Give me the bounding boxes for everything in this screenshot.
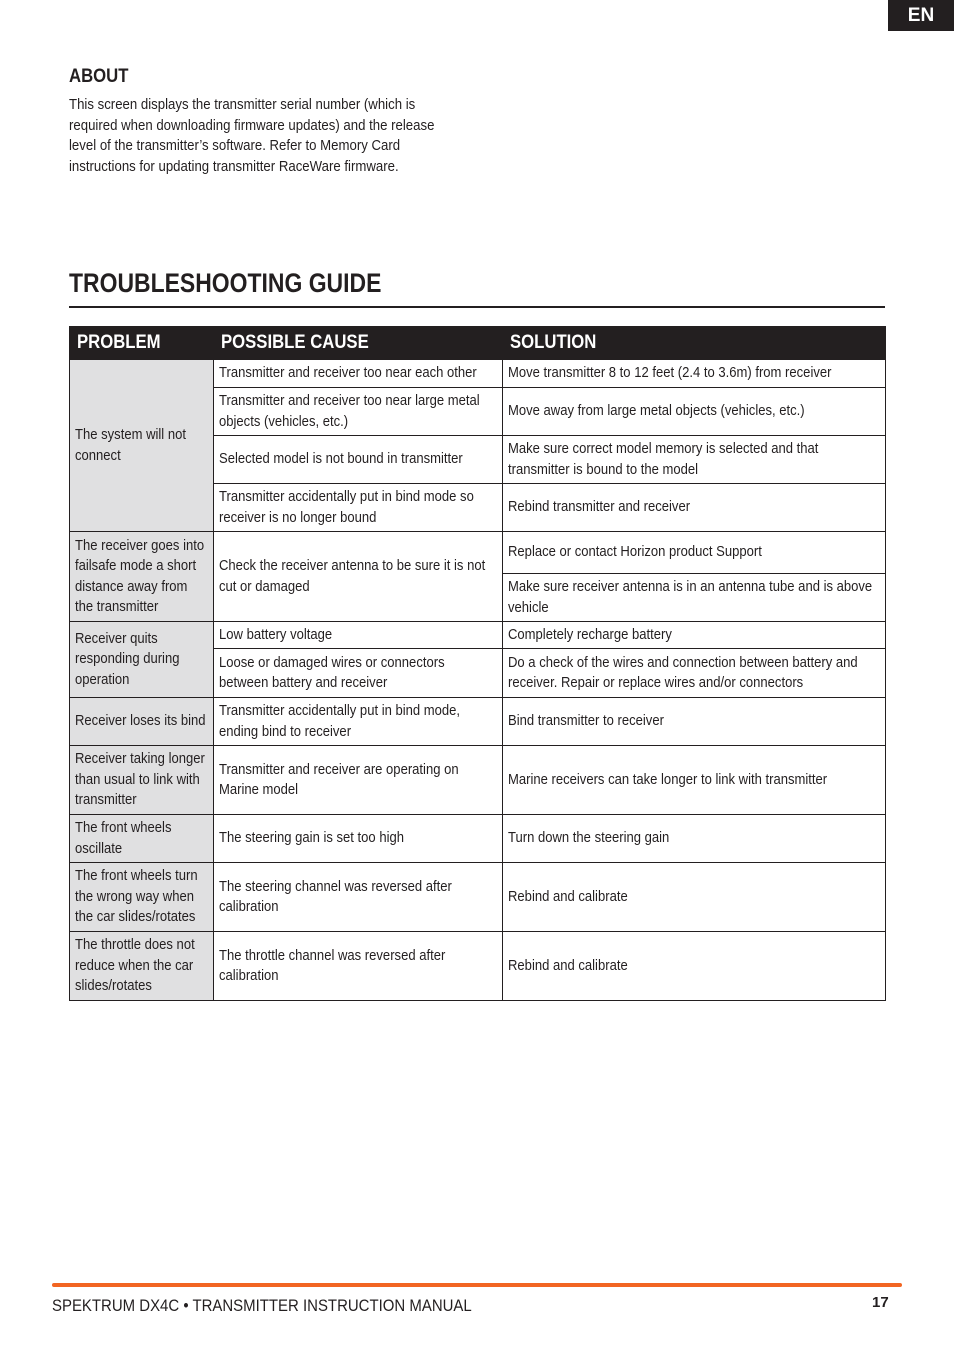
footer-manual-title: SPEKTRUM DX4C • TRANSMITTER INSTRUCTION MANUAL	[52, 1296, 472, 1315]
cause-cell: The steering channel was reversed after calibration	[214, 863, 503, 932]
problem-cell: The front wheels oscillate	[70, 815, 214, 863]
cause-cell: Loose or damaged wires or connectors between battery and receiver	[214, 649, 503, 698]
cause-cell: The steering gain is set too high	[214, 815, 503, 863]
table-row	[70, 932, 886, 1001]
solution-cell: Replace or contact Horizon product Support	[503, 532, 886, 574]
solution-cell: Make sure correct model memory is selected and that transmitter is bound to the model	[503, 436, 886, 484]
problem-cell: Receiver quits responding during operation	[70, 622, 214, 698]
troubleshooting-title: TROUBLESHOOTING GUIDE	[69, 268, 382, 298]
table-row	[70, 698, 886, 746]
about-paragraph: This screen displays the transmitter serial number (which is required when downloading firmware updates) and the release level of the transmitter’s software. Refer to Memory Card instructions for updating transmitter RaceWare firmware.	[69, 96, 435, 176]
solution-cell: Bind transmitter to receiver	[503, 698, 886, 746]
page-number: 17	[872, 1294, 889, 1311]
cause-cell: Transmitter and receiver too near large metal objects (vehicles, etc.)	[214, 388, 503, 436]
problem-cell: Receiver taking longer than usual to link with transmitter	[70, 746, 214, 815]
table-row	[70, 532, 886, 574]
about-heading: ABOUT	[69, 66, 129, 87]
solution-cell: Move transmitter 8 to 12 feet (2.4 to 3.6m) from receiver	[503, 360, 886, 388]
problem-cell: The system will not connect	[70, 360, 214, 532]
solution-cell: Make sure receiver antenna is in an antenna tube and is above vehicle	[503, 574, 886, 622]
cause-cell: Check the receiver antenna to be sure it is not cut or damaged	[214, 532, 503, 622]
cause-cell: Transmitter accidentally put in bind mode so receiver is no longer bound	[214, 484, 503, 532]
table-header-row	[70, 327, 886, 360]
solution-cell: Rebind and calibrate	[503, 863, 886, 932]
table-row	[70, 622, 886, 649]
problem-cell: The throttle does not reduce when the car slides/rotates	[70, 932, 214, 1001]
cause-cell: The throttle channel was reversed after calibration	[214, 932, 503, 1001]
solution-cell: Marine receivers can take longer to link with transmitter	[503, 746, 886, 815]
cause-cell: Low battery voltage	[214, 622, 503, 649]
solution-cell: Turn down the steering gain	[503, 815, 886, 863]
header-problem: PROBLEM	[70, 327, 214, 360]
solution-cell: Rebind transmitter and receiver	[503, 484, 886, 532]
troubleshooting-table	[69, 326, 886, 1001]
solution-cell: Move away from large metal objects (vehicles, etc.)	[503, 388, 886, 436]
language-tab: EN	[888, 0, 954, 31]
problem-cell: The front wheels turn the wrong way when the car slides/rotates	[70, 863, 214, 932]
table-row	[70, 863, 886, 932]
cause-cell: Transmitter and receiver too near each other	[214, 360, 503, 388]
solution-cell: Completely recharge battery	[503, 622, 886, 649]
cause-cell: Selected model is not bound in transmitter	[214, 436, 503, 484]
header-possible-cause: POSSIBLE CAUSE	[214, 327, 503, 360]
header-solution: SOLUTION	[503, 327, 886, 360]
title-divider	[69, 306, 885, 308]
table-row	[70, 360, 886, 388]
table-row	[70, 815, 886, 863]
cause-cell: Transmitter accidentally put in bind mode, ending bind to receiver	[214, 698, 503, 746]
solution-cell: Rebind and calibrate	[503, 932, 886, 1001]
solution-cell: Do a check of the wires and connection between battery and receiver. Repair or replace wires and/or connectors	[503, 649, 886, 698]
problem-cell: Receiver loses its bind	[70, 698, 214, 746]
footer-accent-rule	[52, 1283, 902, 1287]
cause-cell: Transmitter and receiver are operating on Marine model	[214, 746, 503, 815]
problem-cell: The receiver goes into failsafe mode a short distance away from the transmitter	[70, 532, 214, 622]
table-row	[70, 746, 886, 815]
